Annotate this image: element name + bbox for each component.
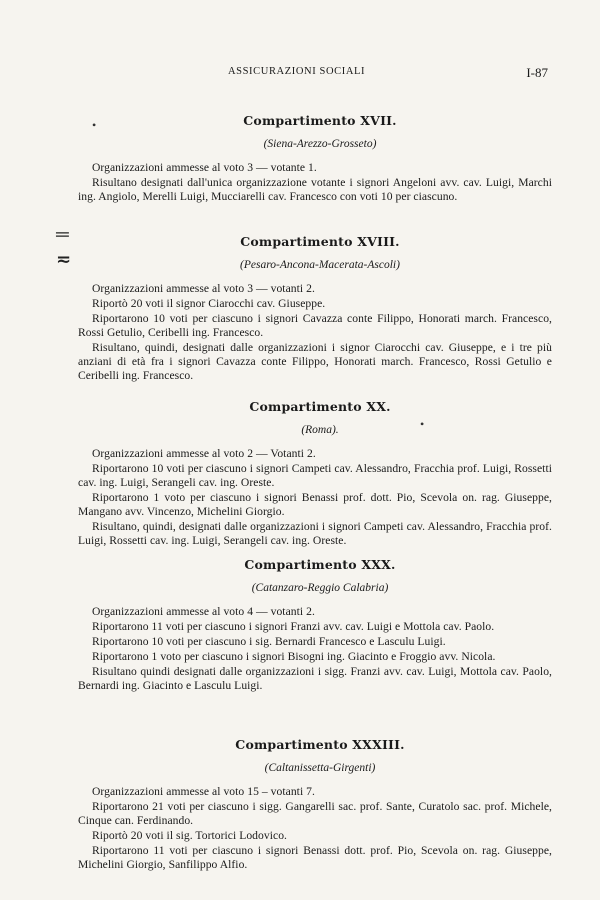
margin-mark: ≂ bbox=[56, 249, 71, 269]
section-body bbox=[0, 161, 600, 204]
section-body bbox=[0, 282, 600, 383]
paragraph: Organizzazioni ammesse al voto 2 — Votanti 2. bbox=[92, 447, 316, 460]
section-title: Compartimento XX. bbox=[249, 399, 391, 414]
paragraph: Riportarono 10 voti per ciascuno i signori Cavazza conte Filippo, Honorati march. Francesco, Rossi Getulio, Ceribelli ing. Francesco. bbox=[78, 312, 552, 339]
section-body bbox=[0, 447, 600, 548]
section-title: Compartimento XVIII. bbox=[240, 234, 400, 249]
paragraph: Riportarono 1 voto per ciascuno i signori Bisogni ing. Giacinto e Froggio avv. Nicola. bbox=[92, 650, 496, 663]
section-title: Compartimento XXXIII. bbox=[235, 737, 405, 752]
paragraph: Organizzazioni ammesse al voto 3 — votanti 2. bbox=[92, 282, 315, 295]
section-compartimento-xviii bbox=[0, 233, 600, 384]
section-compartimento-xxx bbox=[0, 556, 600, 694]
paragraph: Riportarono 10 voti per ciascuno i signori Campeti cav. Alessandro, Fracchia prof. Luigi, Rossetti cav. ing. Luigi, Serangeli cav. ing. Oreste. bbox=[78, 462, 552, 489]
paragraph: Risultano, quindi, designati dalle organizzazioni i signor Ciarocchi cav. Giuseppe, e i tre più anziani di età fra i signori Cavazza conte Filippo, Honorati march. Francesco, Rossi Getulio e Ceribelli ing. Francesco. bbox=[78, 341, 552, 382]
margin-dot: • bbox=[420, 417, 425, 431]
margin-dot: • bbox=[92, 118, 97, 132]
paragraph: Riportarono 1 voto per ciascuno i signori Benassi prof. dott. Pio, Scevola on. rag. Giuseppe, Mangano avv. Vincenzo, Michelini Giorgio. bbox=[78, 491, 552, 518]
section-subtitle: (Catanzaro-Reggio Calabria) bbox=[251, 582, 389, 594]
paragraph: Organizzazioni ammesse al voto 3 — votante 1. bbox=[92, 161, 317, 174]
paragraph: Organizzazioni ammesse al voto 4 — votanti 2. bbox=[92, 605, 315, 618]
running-title: ASSICURAZIONI SOCIALI bbox=[228, 66, 366, 77]
section-subtitle: (Roma). bbox=[301, 424, 339, 436]
section-title: Compartimento XVII. bbox=[243, 113, 397, 128]
paragraph: Risultano quindi designati dalle organizzazioni i sigg. Franzi avv. cav. Luigi, Mottola cav. Paolo, Bernardi ing. Giacinto e Lasculu Luigi. bbox=[78, 665, 552, 692]
paragraph: Organizzazioni ammesse al voto 15 – votanti 7. bbox=[92, 785, 315, 798]
section-compartimento-xvii bbox=[0, 112, 600, 205]
paragraph: Riportarono 10 voti per ciascuno i sig. Bernardi Francesco e Lasculu Luigi. bbox=[92, 635, 446, 648]
section-subtitle: (Pesaro-Ancona-Macerata-Ascoli) bbox=[240, 259, 400, 271]
paragraph: Risultano designati dall'unica organizzazione votante i signori Angeloni avv. cav. Luigi, Marchi ing. Angiolo, Merelli Luigi, Mucciarelli cav. Francesco con voti 10 per ciascuno. bbox=[78, 176, 552, 203]
section-subtitle: (Siena-Arezzo-Grosseto) bbox=[263, 138, 377, 150]
running-head bbox=[0, 66, 600, 82]
paragraph: Riportarono 21 voti per ciascuno i sigg. Gangarelli sac. prof. Sante, Curatolo sac. prof. Michele, Cinque can. Ferdinando. bbox=[78, 800, 552, 827]
section-subtitle: (Caltanissetta-Girgenti) bbox=[264, 762, 376, 774]
section-compartimento-xx bbox=[0, 398, 600, 549]
paragraph: Riportarono 11 voti per ciascuno i signori Franzi avv. cav. Luigi e Mottola cav. Paolo. bbox=[92, 620, 495, 633]
section-body bbox=[0, 785, 600, 872]
paragraph: Riportarono 11 voti per ciascuno i signori Benassi dott. prof. Pio, Scevola on. rag. Giuseppe, Michelini Giorgio, Sanfilippo Alfio. bbox=[78, 844, 552, 871]
margin-mark: ═ bbox=[56, 224, 68, 244]
page-number: I-87 bbox=[526, 65, 548, 80]
section-body bbox=[0, 605, 600, 693]
paragraph: Riportò 20 voti il sig. Tortorici Lodovico. bbox=[92, 829, 287, 842]
paragraph: Riportò 20 voti il signor Ciarocchi cav. Giuseppe. bbox=[92, 297, 326, 310]
section-compartimento-xxxiii bbox=[0, 736, 600, 873]
section-title: Compartimento XXX. bbox=[244, 557, 396, 572]
paragraph: Risultano, quindi, designati dalle organizzazioni i signori Campeti cav. Alessandro, Fracchia prof. Luigi, Rossetti cav. ing. Luigi, Serangeli cav. ing. Oreste. bbox=[78, 520, 552, 547]
